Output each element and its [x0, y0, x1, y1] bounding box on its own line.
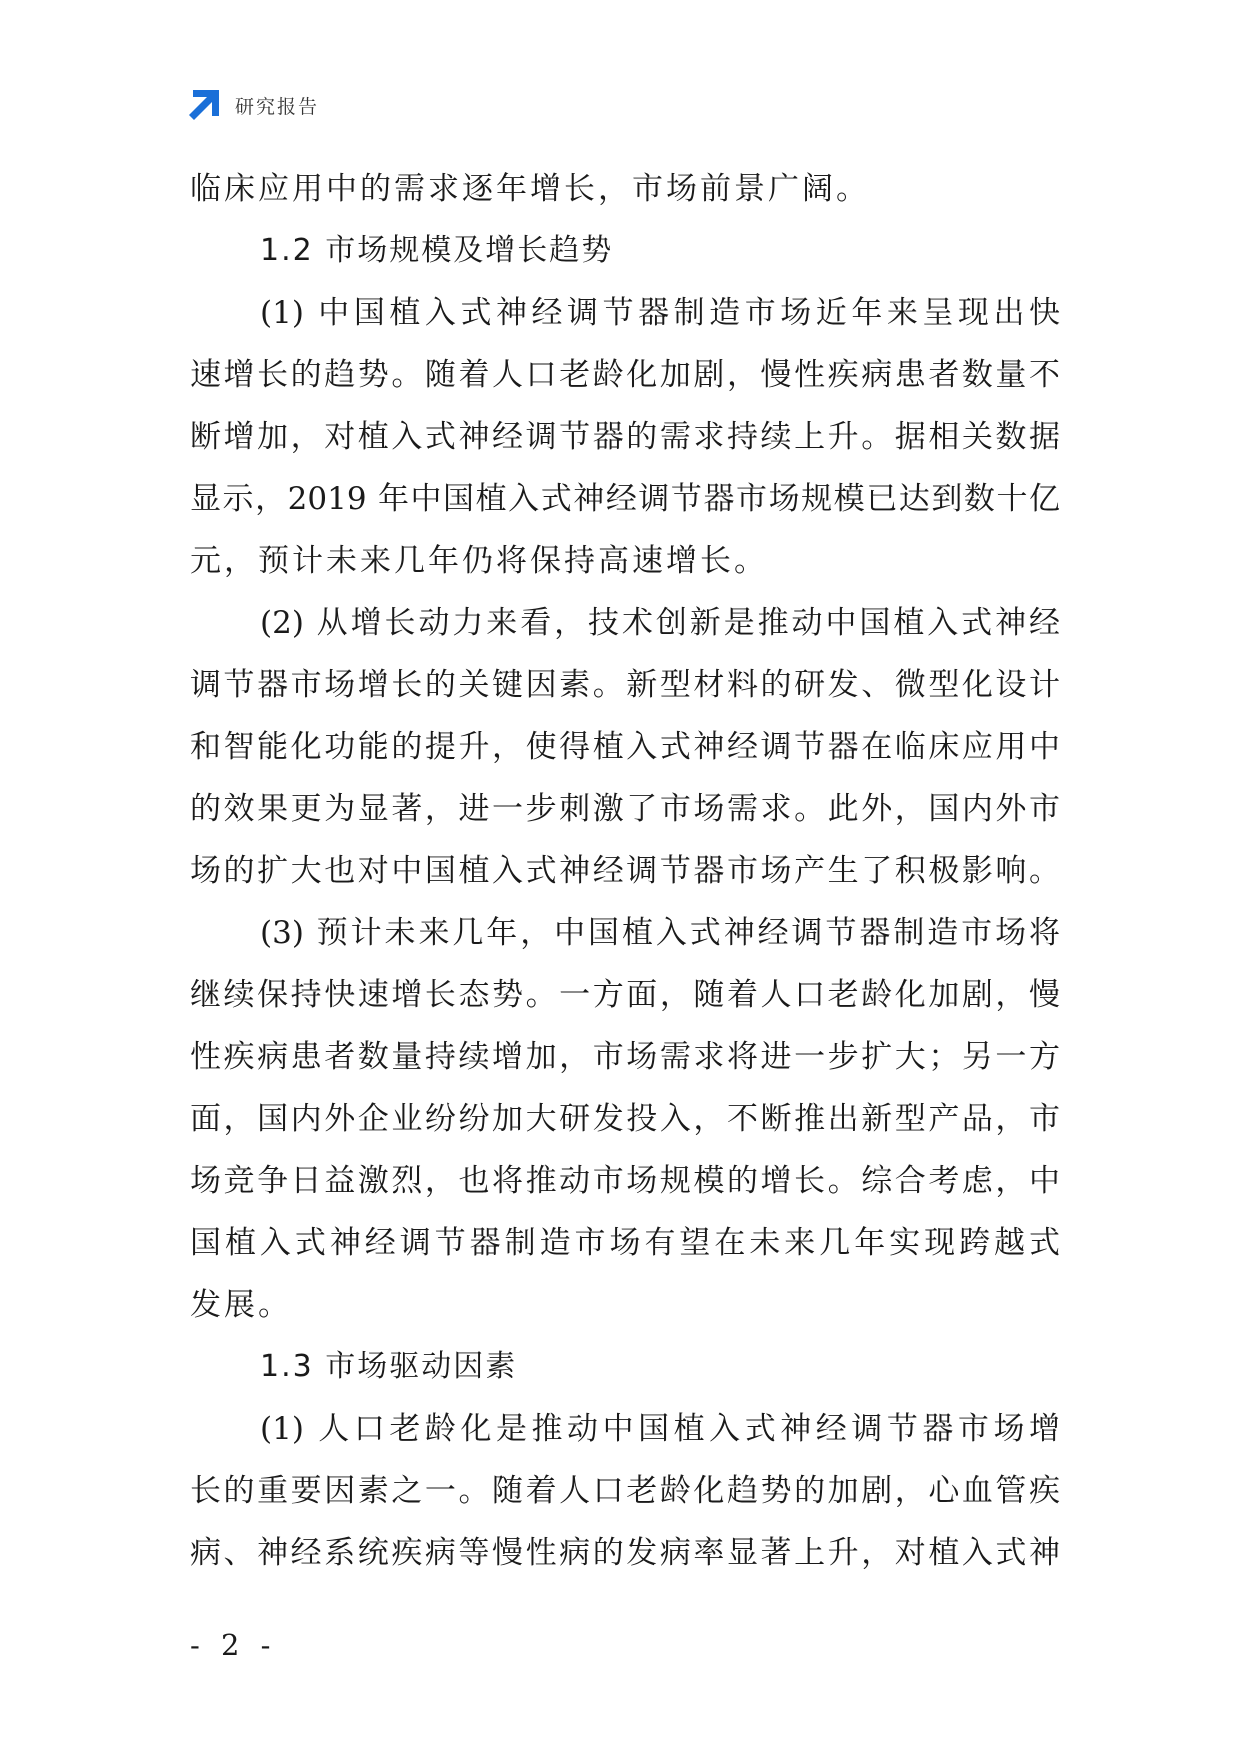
paragraph-line: 速增长的趋势。随着人口老龄化加剧，慢性疾病患者数量不 — [190, 357, 1060, 393]
paragraph-line: 发展。 — [190, 1287, 292, 1323]
paragraph-line: (1) 中国植入式神经调节器制造市场近年来呈现出快 — [260, 295, 1060, 331]
paragraph-line: 显示，2019 年中国植入式神经调节器市场规模已达到数十亿 — [190, 481, 1060, 517]
paragraph-line: 和智能化功能的提升，使得植入式神经调节器在临床应用中 — [190, 729, 1060, 765]
paragraph-line: 长的重要因素之一。随着人口老龄化趋势的加剧，心血管疾 — [190, 1473, 1060, 1509]
paragraph-line: 继续保持快速增长态势。一方面，随着人口老龄化加剧，慢 — [190, 977, 1060, 1013]
section-heading-1-3: 1.3 市场驱动因素 — [260, 1349, 518, 1384]
paragraph-line: (2) 从增长动力来看，技术创新是推动中国植入式神经 — [260, 605, 1060, 641]
paragraph-line: 的效果更为显著，进一步刺激了市场需求。此外，国内外市 — [190, 791, 1060, 827]
paragraph-line: 面，国内外企业纷纷加大研发投入，不断推出新型产品，市 — [190, 1101, 1060, 1137]
paragraph-line: 临床应用中的需求逐年增长，市场前景广阔。 — [190, 171, 870, 207]
paragraph-line: 场的扩大也对中国植入式神经调节器市场产生了积极影响。 — [190, 853, 1060, 889]
paragraph-line: (3) 预计未来几年，中国植入式神经调节器制造市场将 — [260, 915, 1060, 951]
header-title: 研究报告 — [235, 95, 320, 118]
paragraph-line: 病、神经系统疾病等慢性病的发病率显著上升，对植入式神 — [190, 1535, 1060, 1571]
section-heading-1-2: 1.2 市场规模及增长趋势 — [260, 233, 614, 268]
paragraph-line: (1) 人口老龄化是推动中国植入式神经调节器市场增 — [260, 1411, 1060, 1447]
page-header — [187, 88, 319, 122]
logo-arrow-icon — [187, 88, 221, 122]
page-number: - 2 - — [190, 1628, 277, 1662]
paragraph-line: 断增加，对植入式神经调节器的需求持续上升。据相关数据 — [190, 419, 1060, 455]
paragraph-line: 国植入式神经调节器制造市场有望在未来几年实现跨越式 — [190, 1225, 1060, 1261]
paragraph-line: 元，预计未来几年仍将保持高速增长。 — [190, 543, 768, 579]
document-body — [190, 158, 1060, 1584]
paragraph-line: 调节器市场增长的关键因素。新型材料的研发、微型化设计 — [190, 667, 1060, 703]
paragraph-line: 性疾病患者数量持续增加，市场需求将进一步扩大；另一方 — [190, 1039, 1060, 1075]
paragraph-line: 场竞争日益激烈，也将推动市场规模的增长。综合考虑，中 — [190, 1163, 1060, 1199]
